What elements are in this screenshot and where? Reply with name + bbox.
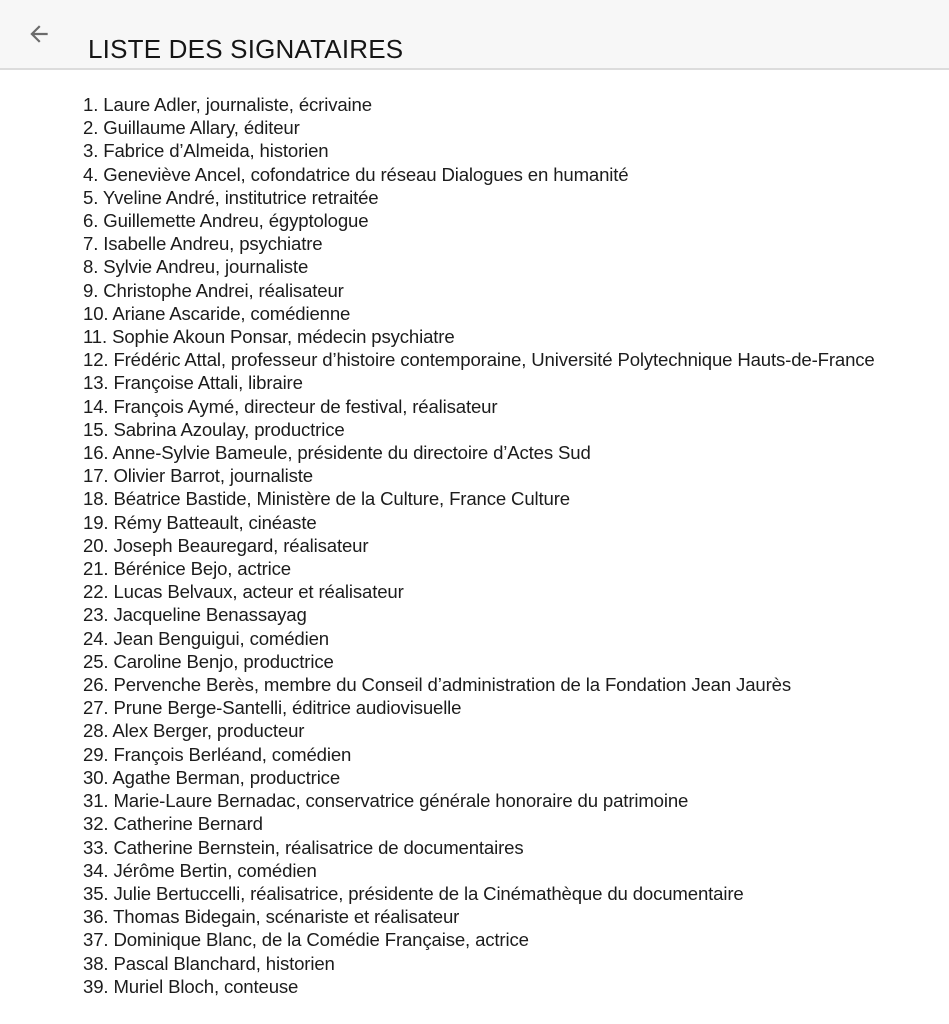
signatory-item xyxy=(83,975,898,998)
signatory-item xyxy=(83,232,898,255)
signatory-number: 35. xyxy=(83,882,109,904)
signatory-item xyxy=(83,696,898,719)
signatory-item xyxy=(83,418,898,441)
signatory-number: 13. xyxy=(83,372,109,394)
signatory-item xyxy=(83,325,898,348)
signatory-text: Christophe Andrei, réalisateur xyxy=(103,279,344,301)
signatory-item xyxy=(83,464,898,487)
signatory-item xyxy=(83,812,898,835)
signatory-text: Muriel Bloch, conteuse xyxy=(113,975,299,997)
signatory-item xyxy=(83,859,898,882)
signatory-number: 11. xyxy=(83,326,108,348)
signatory-number: 15. xyxy=(83,418,109,440)
page-title: LISTE DES SIGNATAIRES xyxy=(88,34,404,65)
signatory-item xyxy=(83,603,898,626)
signatory-text: Jacqueline Benassayag xyxy=(113,604,307,626)
signatory-text: Alex Berger, producteur xyxy=(112,720,305,742)
signatories-list xyxy=(83,93,898,998)
signatory-item xyxy=(83,371,898,394)
signatory-number: 33. xyxy=(83,836,109,858)
signatory-text: Pervenche Berès, membre du Conseil d’administration de la Fondation Jean Jaurès xyxy=(113,674,791,696)
signatory-number: 25. xyxy=(83,650,109,672)
signatory-text: Rémy Batteault, cinéaste xyxy=(113,511,317,533)
signatory-text: Thomas Bidegain, scénariste et réalisateur xyxy=(113,906,460,928)
signatory-text: Prune Berge-Santelli, éditrice audiovisuelle xyxy=(113,697,462,719)
signatory-number: 14. xyxy=(83,395,109,417)
signatory-number: 31. xyxy=(83,790,109,812)
signatory-item xyxy=(83,395,898,418)
signatory-item xyxy=(83,905,898,928)
signatory-text: Sylvie Andreu, journaliste xyxy=(103,256,309,278)
signatory-text: Isabelle Andreu, psychiatre xyxy=(103,233,323,255)
signatory-number: 39. xyxy=(83,975,109,997)
signatory-number: 17. xyxy=(83,465,109,487)
signatory-number: 7. xyxy=(83,233,99,255)
signatory-item xyxy=(83,673,898,696)
signatory-number: 38. xyxy=(83,952,109,974)
signatory-item xyxy=(83,186,898,209)
signatory-number: 20. xyxy=(83,534,109,556)
signatory-number: 9. xyxy=(83,279,99,301)
signatory-text: Geneviève Ancel, cofondatrice du réseau Dialogues en humanité xyxy=(103,163,629,185)
signatory-number: 19. xyxy=(83,511,109,533)
signatory-item xyxy=(83,743,898,766)
signatory-item xyxy=(83,255,898,278)
signatory-item xyxy=(83,302,898,325)
signatory-item xyxy=(83,557,898,580)
signatory-text: Bérénice Bejo, actrice xyxy=(113,558,291,580)
signatory-item xyxy=(83,487,898,510)
signatory-text: François Berléand, comédien xyxy=(113,743,352,765)
signatory-number: 30. xyxy=(83,766,109,788)
signatory-number: 5. xyxy=(83,186,99,208)
signatory-text: Fabrice d’Almeida, historien xyxy=(103,140,329,162)
signatory-item xyxy=(83,116,898,139)
signatory-text: Dominique Blanc, de la Comédie Française, actrice xyxy=(113,929,529,951)
signatory-number: 3. xyxy=(83,140,99,162)
signatory-item xyxy=(83,928,898,951)
signatory-number: 34. xyxy=(83,859,109,881)
signatory-item xyxy=(83,650,898,673)
signatory-text: Olivier Barrot, journaliste xyxy=(113,465,313,487)
signatory-text: Yveline André, institutrice retraitée xyxy=(102,186,379,208)
signatory-item xyxy=(83,139,898,162)
signatory-item xyxy=(83,279,898,302)
signatory-number: 18. xyxy=(83,488,109,510)
signatory-item xyxy=(83,534,898,557)
signatory-text: Jérôme Bertin, comédien xyxy=(113,859,317,881)
signatory-number: 27. xyxy=(83,697,109,719)
signatory-text: Lucas Belvaux, acteur et réalisateur xyxy=(113,581,404,603)
signatory-text: Catherine Bernard xyxy=(113,813,263,835)
signatory-number: 23. xyxy=(83,604,109,626)
signatory-text: Pascal Blanchard, historien xyxy=(113,952,335,974)
signatory-item xyxy=(83,952,898,975)
signatory-item xyxy=(83,836,898,859)
app-bar xyxy=(0,0,949,70)
signatory-text: Guillaume Allary, éditeur xyxy=(103,117,300,139)
signatory-text: Guillemette Andreu, égyptologue xyxy=(103,210,369,232)
signatory-number: 21. xyxy=(83,558,109,580)
signatory-item xyxy=(83,882,898,905)
signatory-text: Sabrina Azoulay, productrice xyxy=(113,418,345,440)
signatory-number: 8. xyxy=(83,256,99,278)
signatory-number: 32. xyxy=(83,813,109,835)
signatory-number: 24. xyxy=(83,627,109,649)
signatory-number: 4. xyxy=(83,163,99,185)
signatory-text: Ariane Ascaride, comédienne xyxy=(112,302,351,324)
signatory-number: 6. xyxy=(83,210,99,232)
signatory-item xyxy=(83,719,898,742)
signatory-item xyxy=(83,766,898,789)
signatory-text: Françoise Attali, libraire xyxy=(113,372,303,394)
signatory-number: 16. xyxy=(83,442,109,464)
signatory-number: 2. xyxy=(83,117,99,139)
signatory-item xyxy=(83,789,898,812)
signatory-text: Marie-Laure Bernadac, conservatrice générale honoraire du patrimoine xyxy=(113,790,689,812)
signatory-text: Sophie Akoun Ponsar, médecin psychiatre xyxy=(112,326,455,348)
signatory-number: 1. xyxy=(83,94,99,115)
signatory-text: Julie Bertuccelli, réalisatrice, présidente de la Cinémathèque du documentaire xyxy=(113,882,744,904)
signatory-item xyxy=(83,441,898,464)
signatory-text: Agathe Berman, productrice xyxy=(112,766,341,788)
signatory-item xyxy=(83,209,898,232)
signatory-item xyxy=(83,511,898,534)
signatory-number: 36. xyxy=(83,906,109,928)
signatory-text: Béatrice Bastide, Ministère de la Culture, France Culture xyxy=(113,488,570,510)
signatory-number: 26. xyxy=(83,674,109,696)
back-button[interactable] xyxy=(22,17,56,51)
signatory-item xyxy=(83,93,898,116)
arrow-left-icon xyxy=(26,21,52,47)
signatory-item xyxy=(83,580,898,603)
signatory-number: 10. xyxy=(83,302,109,324)
signatory-text: Frédéric Attal, professeur d’histoire contemporaine, Université Polytechnique Hauts-de-France xyxy=(113,349,875,371)
signatory-text: Joseph Beauregard, réalisateur xyxy=(113,534,369,556)
signatory-item xyxy=(83,163,898,186)
signatory-text: Laure Adler, journaliste, écrivaine xyxy=(103,94,372,115)
signatory-number: 12. xyxy=(83,349,109,371)
signatory-number: 28. xyxy=(83,720,109,742)
signatory-text: Caroline Benjo, productrice xyxy=(113,650,334,672)
signatory-number: 29. xyxy=(83,743,109,765)
signatory-number: 22. xyxy=(83,581,109,603)
signatory-text: Anne-Sylvie Bameule, présidente du directoire d’Actes Sud xyxy=(112,442,591,464)
signatory-text: François Aymé, directeur de festival, réalisateur xyxy=(113,395,498,417)
signatory-item xyxy=(83,627,898,650)
signatory-text: Jean Benguigui, comédien xyxy=(113,627,329,649)
signatory-text: Catherine Bernstein, réalisatrice de documentaires xyxy=(113,836,524,858)
signatory-number: 37. xyxy=(83,929,109,951)
signatory-item xyxy=(83,348,898,371)
